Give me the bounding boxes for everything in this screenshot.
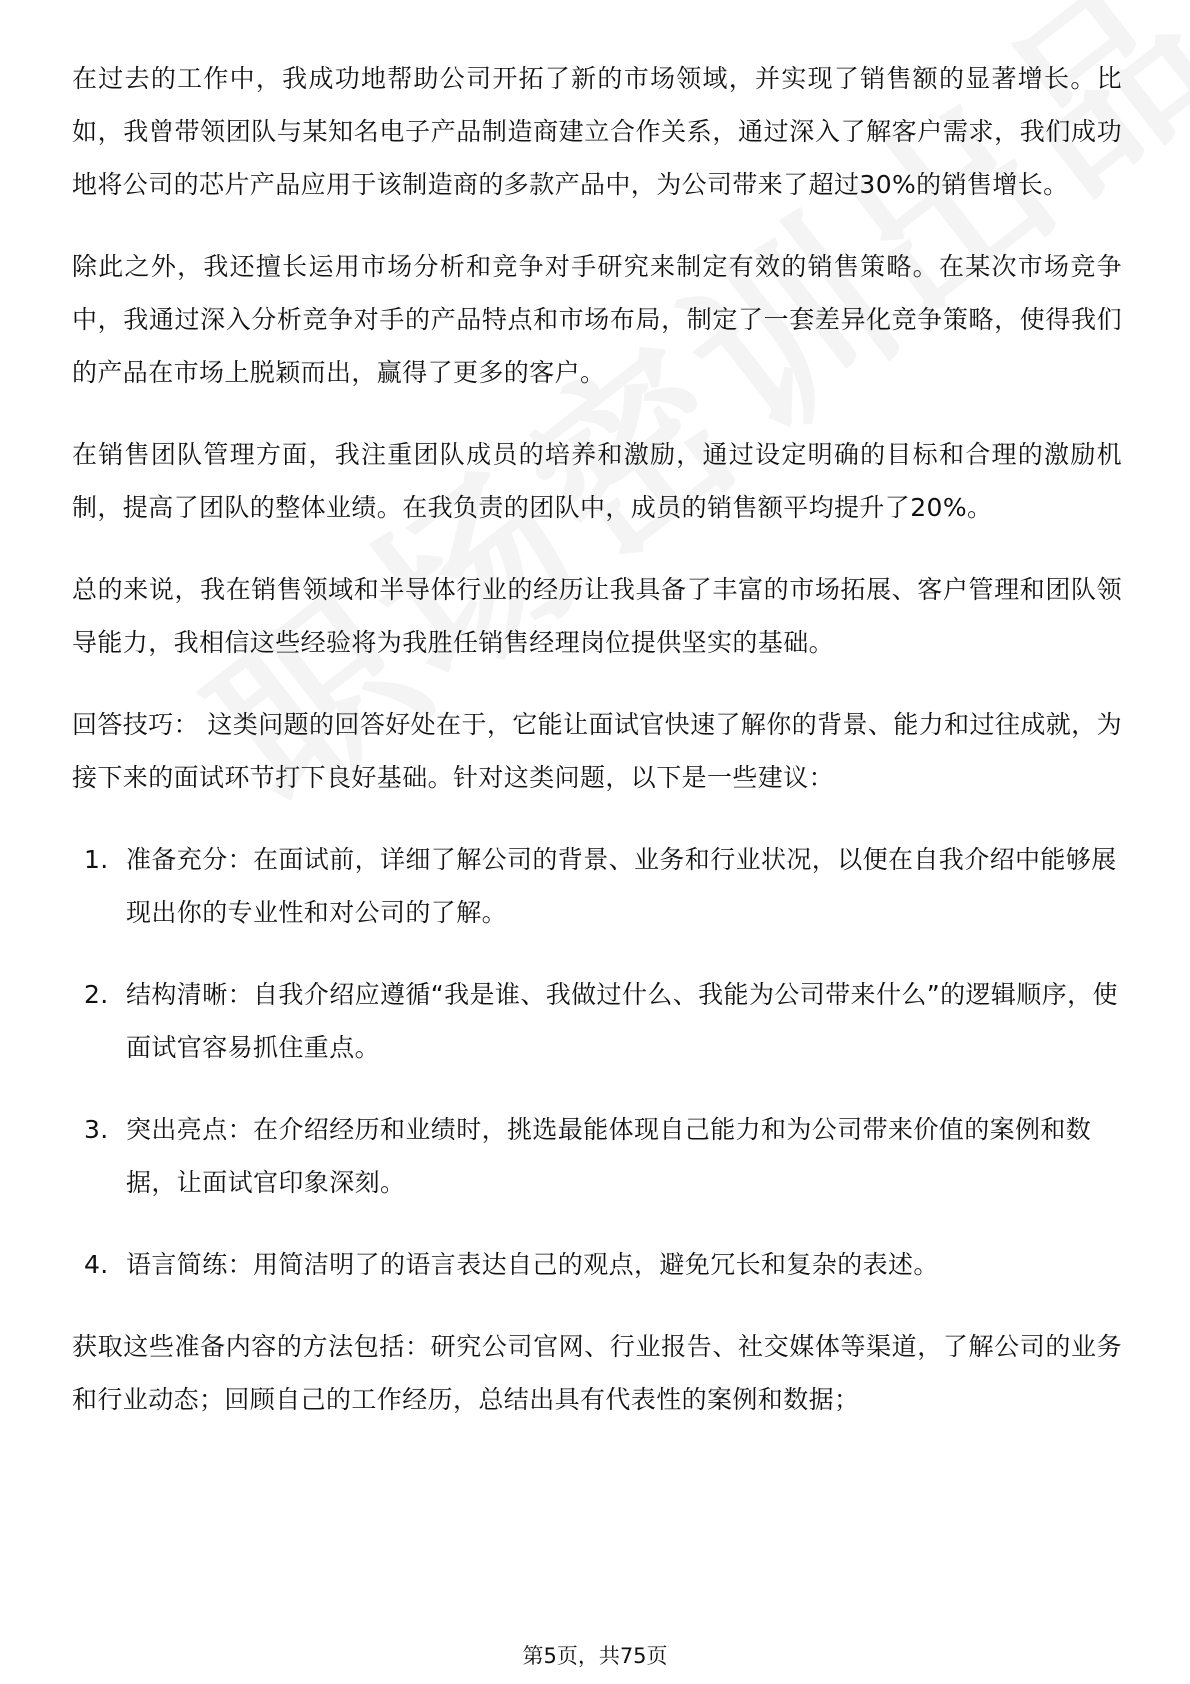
list-number: 4. — [84, 1250, 109, 1279]
paragraph-strategy: 除此之外，我还擅长运用市场分析和竞争对手研究来制定有效的销售策略。在某次市场竞争中，我通过深入分析竞争对手的产品特点和市场布局，制定了一套差异化竞争策略，使得我们的产品在市场上脱颖而出，赢得了更多的客户。 — [72, 252, 1122, 387]
paragraph-sales-achievement: 在过去的工作中，我成功地帮助公司开拓了新的市场领域，并实现了销售额的显著增长。比如，我曾带领团队与某知名电子产品制造商建立合作关系，通过深入了解客户需求，我们成功地将公司的芯片产品应用于该制造商的多款产品中，为公司带来了超过30%的销售增长。 — [72, 64, 1122, 199]
list-number: 3. — [84, 1115, 109, 1144]
list-item-text: 准备充分：在面试前，详细了解公司的背景、业务和行业状况，以便在自我介绍中能够展现出你的专业性和对公司的了解。 — [126, 845, 1117, 927]
document-body — [72, 52, 1122, 1455]
paragraph-closing: 获取这些准备内容的方法包括：研究公司官网、行业报告、社交媒体等渠道，了解公司的业务和行业动态；回顾自己的工作经历，总结出具有代表性的案例和数据； — [72, 1332, 1122, 1414]
list-item-text: 结构清晰：自我介绍应遵循“我是谁、我做过什么、我能为公司带来什么”的逻辑顺序，使面试官容易抓住重点。 — [126, 980, 1118, 1062]
list-number: 2. — [84, 980, 109, 1009]
list-number: 1. — [84, 845, 109, 874]
paragraph-answer-tips: 回答技巧： 这类问题的回答好处在于，它能让面试官快速了解你的背景、能力和过往成就，为接下来的面试环节打下良好基础。针对这类问题，以下是一些建议： — [72, 710, 1122, 792]
paragraph-summary: 总的来说，我在销售领域和半导体行业的经历让我具备了丰富的市场拓展、客户管理和团队领导能力，我相信这些经验将为我胜任销售经理岗位提供坚实的基础。 — [72, 575, 1122, 657]
list-item — [72, 968, 1122, 1074]
list-item — [72, 1103, 1122, 1209]
paragraph-team-management: 在销售团队管理方面，我注重团队成员的培养和激励，通过设定明确的目标和合理的激励机制，提高了团队的整体业绩。在我负责的团队中，成员的销售额平均提升了20%。 — [72, 440, 1122, 522]
list-item — [72, 1238, 1122, 1291]
page-number-footer: 第5页，共75页 — [522, 1644, 668, 1668]
list-item-text: 语言简练：用简洁明了的语言表达自己的观点，避免冗长和复杂的表述。 — [126, 1250, 939, 1279]
list-item — [72, 833, 1122, 939]
tips-list — [72, 833, 1122, 1291]
list-item-text: 突出亮点：在介绍经历和业绩时，挑选最能体现自己能力和为公司带来价值的案例和数据，让面试官印象深刻。 — [126, 1115, 1092, 1197]
